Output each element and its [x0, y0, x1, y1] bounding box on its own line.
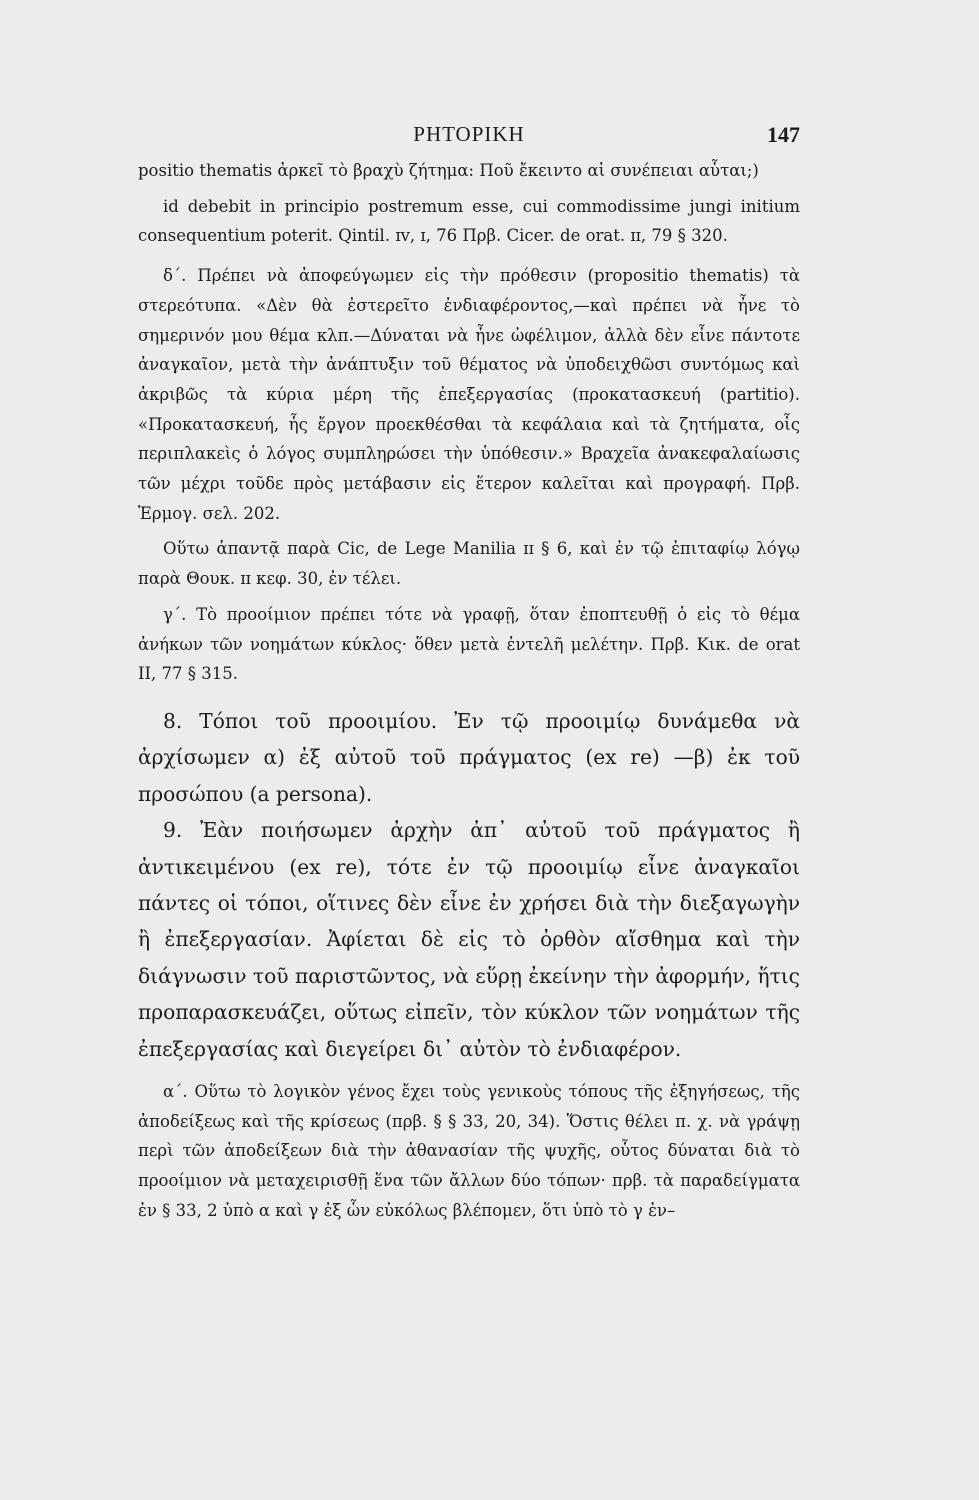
paragraph-note: γ΄. Τὸ προοίμιον πρέπει τότε νὰ γραφῇ, ὅταν ἐποπτευθῇ ὁ εἰς τὸ θέμα ἀνήκων τῶν νοημάτων κύκλος· ὅθεν μετὰ ἐντελῆ μελέτην. Πρβ. Κικ. de orat II, 77 § 315. — [138, 604, 800, 684]
running-title: ΡΗΤΟΡΙΚΗ — [413, 122, 525, 146]
paragraph-note: id debebit in principio postremum esse, cui commodissime jungi initium consequentium poterit. Qintil. ɪᴠ, ɪ, 76 Πρβ. Cicer. de orat. ɪɪ, 79 § 320. — [138, 196, 800, 246]
notes-bottom — [138, 1077, 800, 1226]
paragraph-main: 8. Τόποι τοῦ προοιμίου. Ἐν τῷ προοιμίῳ δυνάμεθα νὰ ἀρχίσωμεν α) ἐξ αὐτοῦ τοῦ πράγματος (ex re) —β) ἐκ τοῦ προσώπου (a persona). — [138, 708, 800, 806]
paragraph-note: Οὕτω ἀπαντᾷ παρὰ Cic, de Lege Manilia ɪɪ § 6, καὶ ἐν τῷ ἐπιταφίῳ λόγῳ παρὰ Θουκ. ɪɪ κεφ. 30, ἐν τέλει. — [138, 539, 800, 589]
page-body — [138, 156, 800, 1226]
page-number: 147 — [767, 122, 800, 147]
paragraph-note: positio thematis ἀρκεῖ τὸ βραχὺ ζήτημα: Ποῦ ἔκειντο αἱ συνέπειαι αὗται;) — [138, 161, 759, 180]
page-header — [138, 122, 800, 156]
paragraph-note: δ΄. Πρέπει νὰ ἀποφεύγωμεν εἰς τὴν πρόθεσιν (propositio thematis) τὰ στερεότυπα. «Δὲν θὰ ἐστερεῖτο ἐνδιαφέροντος,—καὶ πρέπει νὰ ἦνε τὸ σημερινόν μου θέμα κλπ.—Δύναται νὰ ἦνε ὠφέλιμον, ἀλλὰ δὲν εἶνε πάντοτε ἀναγκαῖον, μετὰ τὴν ἀνάπτυξιν τοῦ θέματος νὰ ὑποδειχθῶσι συντόμως καὶ ἀκριβῶς τὰ κύρια μέρη τῆς ἐπεξεργασίας (προκατασκευή (partitio). «Προκατασκευή, ἧς ἔργον προεκθέσθαι τὰ κεφάλαια καὶ τὰ ζητήματα, οἷς περιπλακεὶς ὁ λόγος συμπληρώσει τὴν ὑπόθεσιν.» Βραχεῖα ἀνακεφαλαίωσις τῶν μέχρι τοῦδε πρὸς μετάβασιν εἰς ἕτερον καλεῖται καὶ προγραφή. Πρβ. Ἑρμογ. σελ. 202. — [138, 266, 800, 523]
notes-top — [138, 156, 800, 689]
paragraph-note: α΄. Οὕτω τὸ λογικὸν γένος ἔχει τοὺς γενικοὺς τόπους τῆς ἐξηγήσεως, τῆς ἀποδείξεως καὶ τῆς κρίσεως (πρβ. § § 33, 20, 34). Ὅστις θέλει π. χ. νὰ γράψῃ περὶ τῶν ἀποδείξεων διὰ τὴν ἀθανασίαν τῆς ψυχῆς, οὗτος δύναται διὰ τὸ προοίμιον νὰ μεταχειρισθῇ ἕνα τῶν ἄλλων δύο τόπων· πρβ. τὰ παραδείγματα ἐν § 33, 2 ὑπὸ α καὶ γ ἐξ ὧν εὐκόλως βλέπομεν, ὅτι ὑπὸ τὸ γ ἐν– — [138, 1082, 800, 1220]
main-text — [138, 703, 800, 1067]
paragraph-main: 9. Ἐὰν ποιήσωμεν ἀρχὴν ἀπ᾽ αὐτοῦ τοῦ πράγματος ἢ ἀντικειμένου (ex re), τότε ἐν τῷ προοιμίῳ εἶνε ἀναγκαῖοι πάντες οἱ τόποι, οἵτινες δὲν εἶνε ἐν χρήσει διὰ τὴν διεξαγωγὴν ἢ ἐπεξεργασίαν. Ἀφίεται δὲ εἰς τὸ ὀρθὸν αἴσθημα καὶ τὴν διάγνωσιν τοῦ παριστῶντος, νὰ εὕρῃ ἐκείνην τὴν ἀφορμήν, ἥτις προπαρασκευάζει, οὕτως εἰπεῖν, τὸν κύκλον τῶν νοημάτων τῆς ἐπεξεργασίας καὶ διεγείρει δι᾽ αὐτὸν τὸ ἐνδιαφέρον. — [138, 818, 800, 1061]
